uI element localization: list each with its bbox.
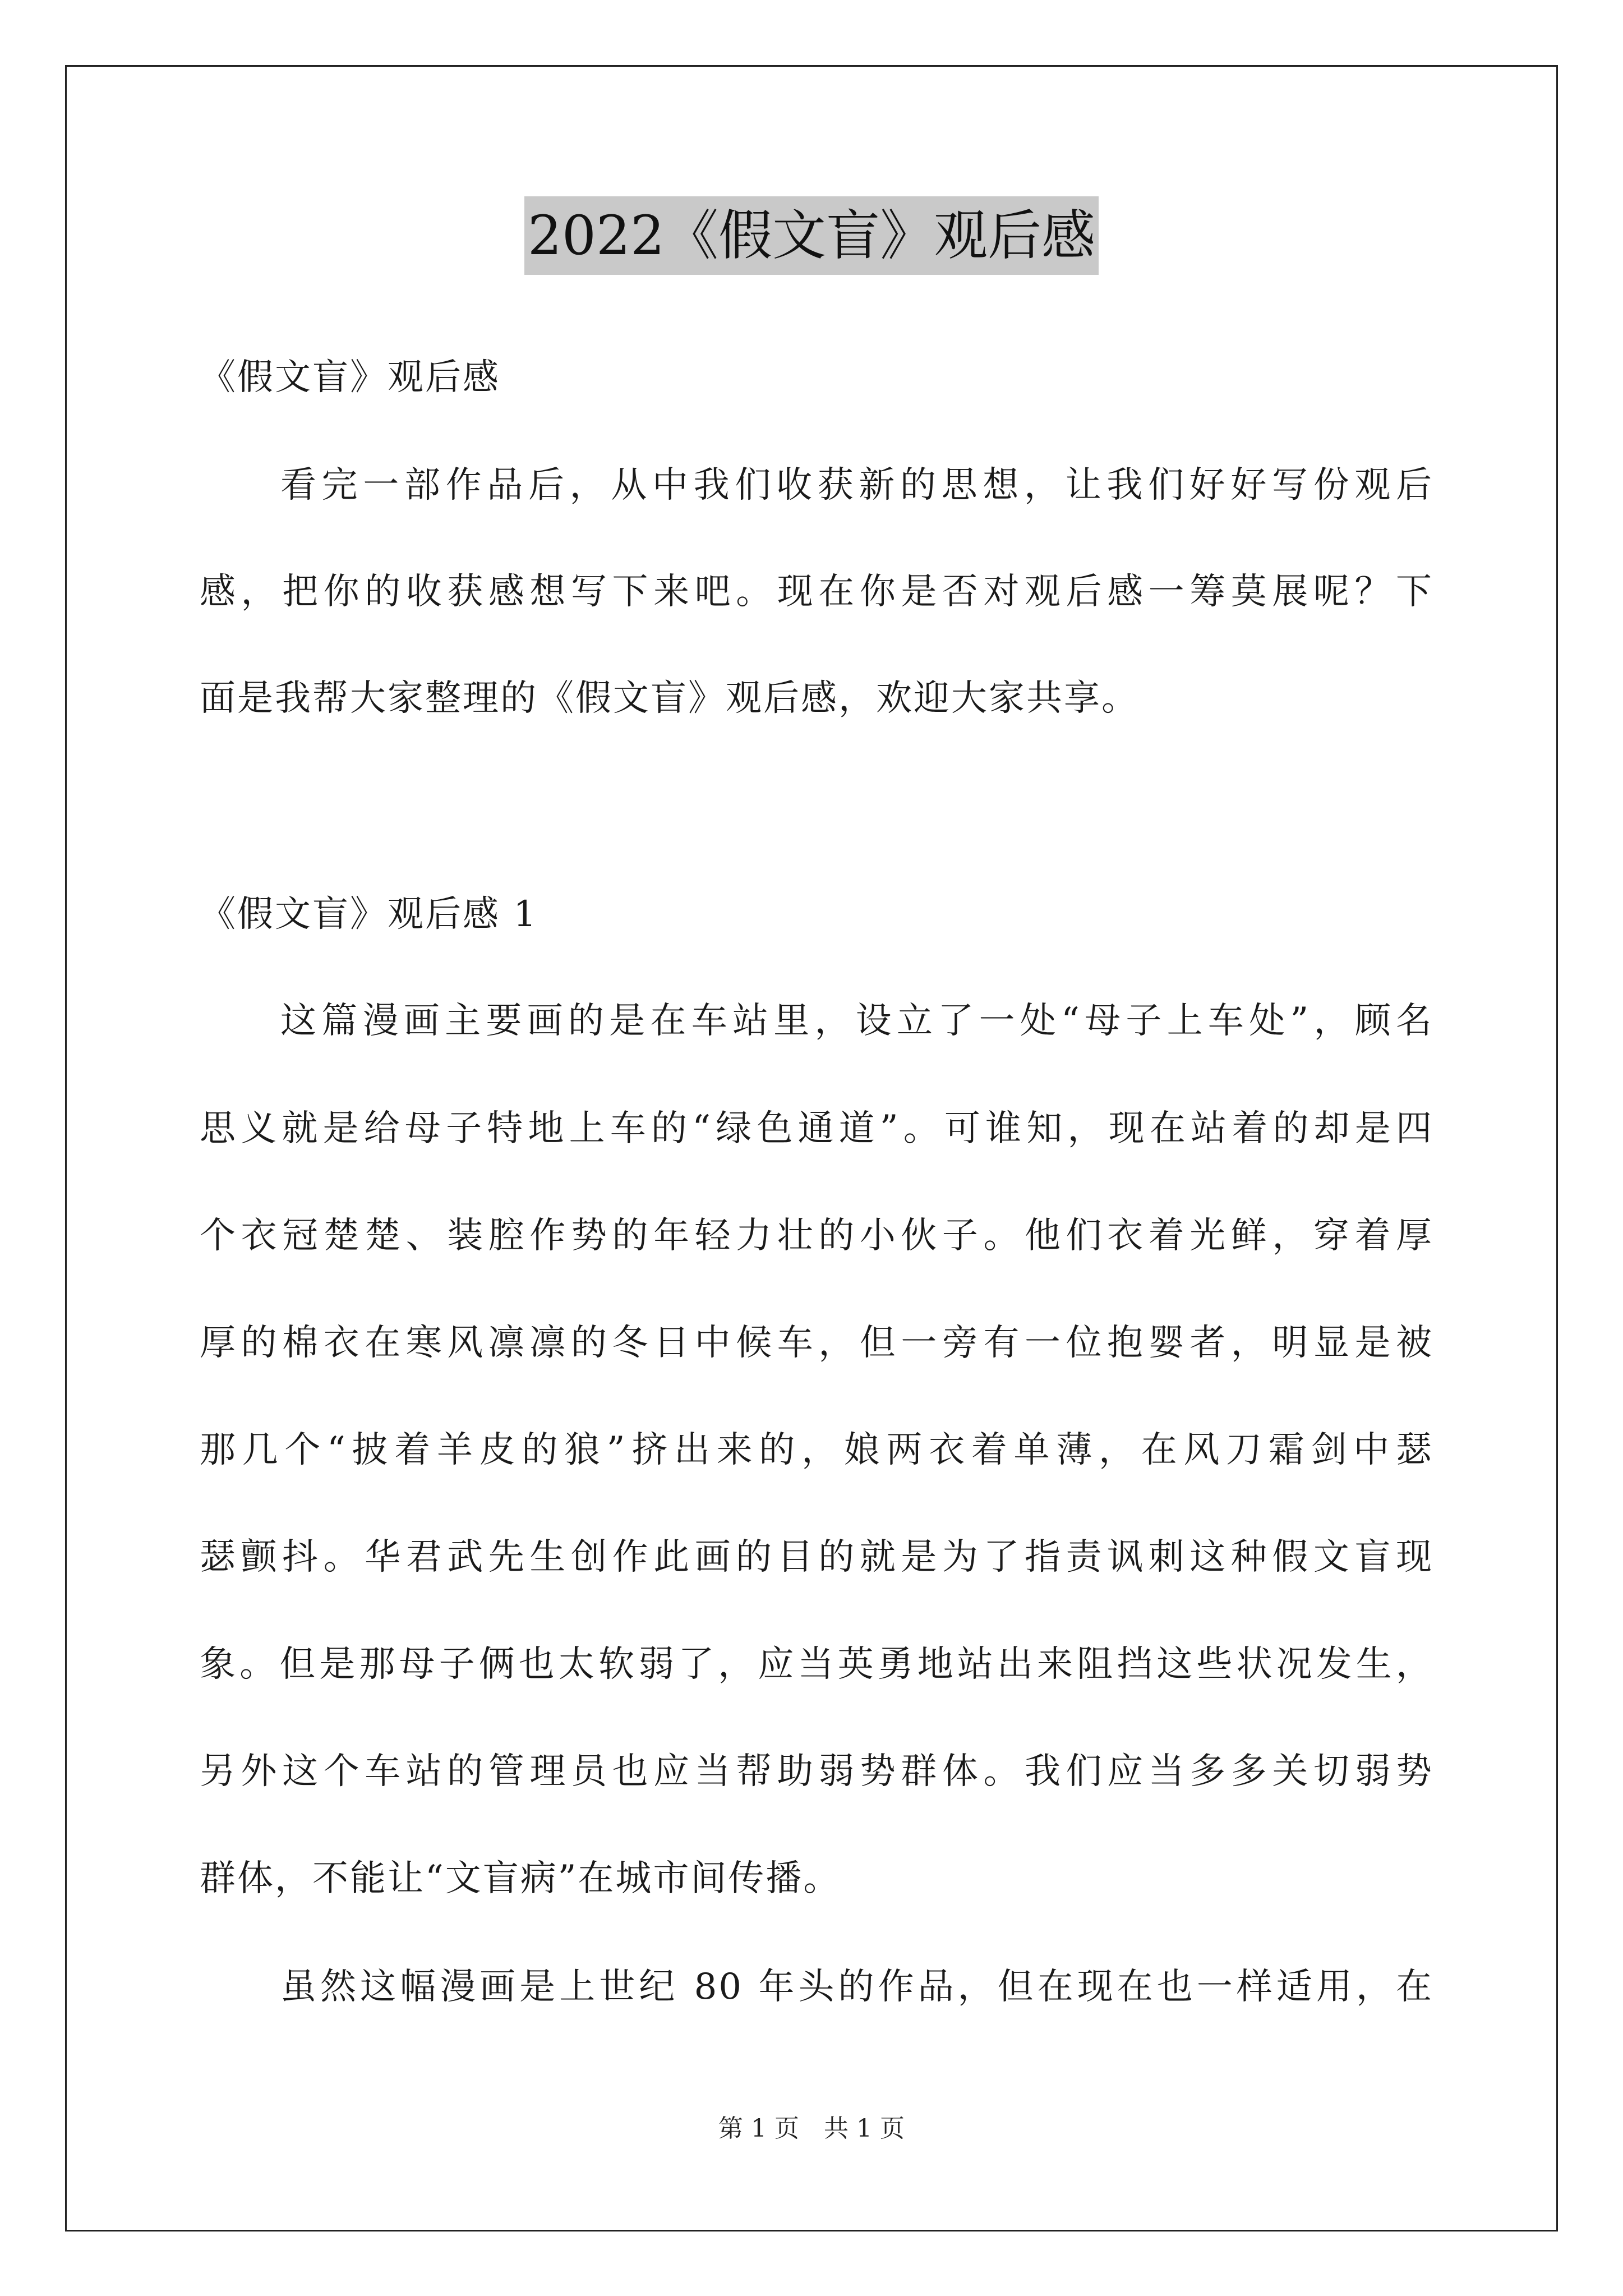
document-title: 2022《假文盲》观后感: [524, 196, 1099, 275]
paragraph-line: 那几个“披着羊皮的狼”挤出来的，娘两衣着单薄，在风刀霜剑中瑟: [200, 1429, 1433, 1471]
paragraph-line: 群体，不能让“文盲病”在城市间传播。: [200, 1858, 841, 1899]
section-heading: 《假文盲》观后感 1: [200, 894, 538, 935]
subtitle: 《假文盲》观后感: [200, 357, 500, 398]
title-container: [0, 196, 1623, 275]
intro-line: 看完一部作品后，从中我们收获新的思想，让我们好好写份观后: [280, 464, 1433, 506]
paragraph-line: 个衣冠楚楚、装腔作势的年轻力壮的小伙子。他们衣着光鲜，穿着厚: [200, 1215, 1433, 1257]
paragraph-line: 象。但是那母子俩也太软弱了，应当英勇地站出来阻挡这些状况发生，: [200, 1644, 1433, 1685]
intro-line: 感，把你的收获感想写下来吧。现在你是否对观后感一筹莫展呢？下: [200, 571, 1433, 613]
page-number: 第 1 页 共 1 页: [718, 2114, 905, 2143]
intro-line: 面是我帮大家整理的《假文盲》观后感，欢迎大家共享。: [200, 678, 1139, 719]
paragraph-line: 这篇漫画主要画的是在车站里，设立了一处“母子上车处”，顾名: [280, 1000, 1433, 1042]
paragraph-line: 思义就是给母子特地上车的“绿色通道”。可谁知，现在站着的却是四: [200, 1108, 1433, 1149]
paragraph-line: 厚的棉衣在寒风凛凛的冬日中候车，但一旁有一位抱婴者，明显是被: [200, 1322, 1433, 1364]
paragraph-line: 瑟颤抖。华君武先生创作此画的目的就是为了指责讽刺这种假文盲现: [200, 1536, 1433, 1578]
paragraph-line: 虽然这幅漫画是上世纪 80 年头的作品，但在现在也一样适用，在: [280, 1966, 1433, 2008]
paragraph-line: 另外这个车站的管理员也应当帮助弱势群体。我们应当多多关切弱势: [200, 1751, 1433, 1792]
